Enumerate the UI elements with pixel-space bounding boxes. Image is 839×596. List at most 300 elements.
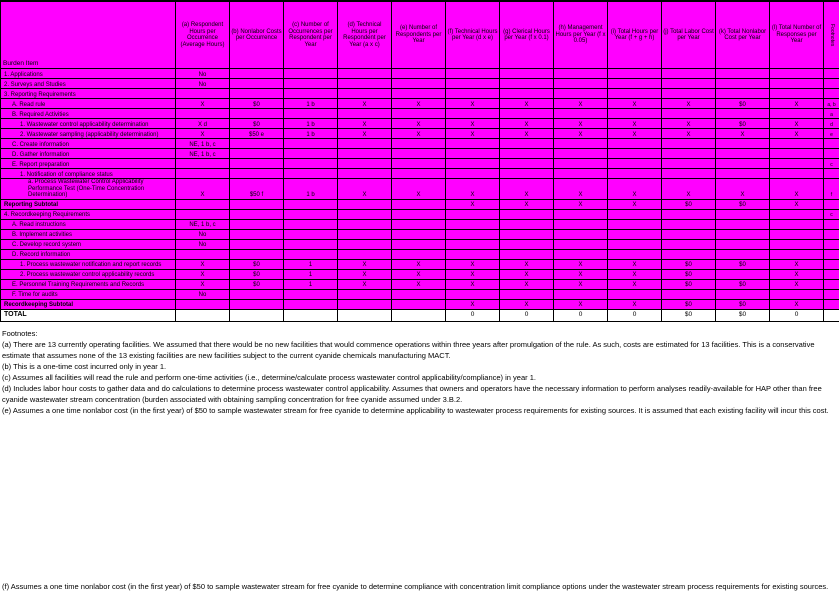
value-cell: X: [608, 199, 662, 209]
value-cell: X: [716, 129, 770, 139]
value-cell: $0: [230, 279, 284, 289]
value-cell: [662, 79, 716, 89]
value-cell: X: [554, 99, 608, 109]
value-cell: NE, 1 b, c: [176, 149, 230, 159]
value-cell: [392, 199, 446, 209]
column-header-k: (k) Total Nonlabor Cost per Year: [716, 1, 770, 69]
value-cell: [770, 239, 824, 249]
value-cell: X: [770, 179, 824, 200]
value-cell: [230, 299, 284, 309]
note-cell: [824, 219, 839, 229]
note-cell: [824, 89, 839, 99]
value-cell: X: [608, 279, 662, 289]
value-cell: 1: [284, 269, 338, 279]
value-cell: [608, 69, 662, 79]
value-cell: [662, 249, 716, 259]
value-cell: X: [770, 119, 824, 129]
value-cell: [446, 149, 500, 159]
note-cell: [824, 149, 839, 159]
value-cell: [338, 69, 392, 79]
row-label: D. Record information: [1, 249, 176, 259]
value-cell: [662, 169, 716, 179]
value-cell: X: [500, 299, 554, 309]
value-cell: [662, 69, 716, 79]
burden-item-header: Burden Item: [1, 1, 176, 69]
value-cell: [338, 229, 392, 239]
value-cell: X: [770, 99, 824, 109]
value-cell: [500, 109, 554, 119]
value-cell: [770, 79, 824, 89]
footnotes-heading: Footnotes:: [2, 328, 38, 338]
value-cell: X: [446, 199, 500, 209]
value-cell: [230, 229, 284, 239]
value-cell: [500, 139, 554, 149]
note-cell: c: [824, 159, 839, 169]
value-cell: [770, 169, 824, 179]
value-cell: X: [176, 269, 230, 279]
value-cell: X d: [176, 119, 230, 129]
column-header-c: (c) Number of Occurrences per Respondent per Year: [284, 1, 338, 69]
column-header-d: (d) Technical Hours per Respondent per Year (a x c): [338, 1, 392, 69]
value-cell: X: [338, 279, 392, 289]
value-cell: [770, 229, 824, 239]
value-cell: [716, 159, 770, 169]
row-label: F. Time for audits: [1, 289, 176, 299]
value-cell: [716, 269, 770, 279]
note-cell: a, b: [824, 99, 839, 109]
value-cell: [500, 169, 554, 179]
value-cell: No: [176, 239, 230, 249]
value-cell: $50 f: [230, 179, 284, 200]
column-header-notes: Footnotes: [824, 1, 839, 69]
value-cell: [770, 159, 824, 169]
value-cell: [230, 89, 284, 99]
value-cell: $50 e: [230, 129, 284, 139]
row-label: a. Process Wastewater Control Applicability Performance Test (One-Time Concentration Determination): [1, 179, 176, 200]
value-cell: X: [392, 179, 446, 200]
value-cell: [500, 239, 554, 249]
value-cell: X: [338, 129, 392, 139]
value-cell: [716, 79, 770, 89]
value-cell: X: [176, 99, 230, 109]
note-cell: d: [824, 119, 839, 129]
value-cell: [284, 249, 338, 259]
value-cell: [770, 149, 824, 159]
value-cell: [446, 239, 500, 249]
value-cell: X: [392, 99, 446, 109]
value-cell: No: [176, 69, 230, 79]
value-cell: X: [554, 119, 608, 129]
value-cell: [338, 289, 392, 299]
value-cell: [338, 249, 392, 259]
value-cell: X: [554, 179, 608, 200]
value-cell: X: [392, 269, 446, 279]
note-cell: [824, 199, 839, 209]
value-cell: X: [446, 259, 500, 269]
value-cell: [176, 209, 230, 219]
row-label: 1. Applications: [1, 69, 176, 79]
value-cell: [608, 139, 662, 149]
value-cell: X: [176, 259, 230, 269]
value-cell: 1 b: [284, 179, 338, 200]
value-cell: [338, 199, 392, 209]
note-cell: [824, 239, 839, 249]
value-cell: [284, 299, 338, 309]
value-cell: [554, 159, 608, 169]
column-header-b: (b) Nonlabor Costs per Occurrence: [230, 1, 284, 69]
value-cell: X: [392, 279, 446, 289]
value-cell: [446, 69, 500, 79]
value-cell: [608, 169, 662, 179]
row-label: Reporting Subtotal: [1, 199, 176, 209]
value-cell: [338, 299, 392, 309]
value-cell: [608, 89, 662, 99]
value-cell: $0: [716, 119, 770, 129]
row-label: C. Create information: [1, 139, 176, 149]
value-cell: $0: [716, 279, 770, 289]
table-row: [1, 139, 839, 149]
value-cell: [446, 229, 500, 239]
value-cell: X: [446, 299, 500, 309]
value-cell: [446, 139, 500, 149]
value-cell: [770, 139, 824, 149]
value-cell: [446, 159, 500, 169]
value-cell: [770, 289, 824, 299]
value-cell: [554, 249, 608, 259]
table-row: [1, 99, 839, 109]
value-cell: [176, 199, 230, 209]
table-row: [1, 279, 839, 289]
row-label: 4. Recordkeeping Requirements: [1, 209, 176, 219]
value-cell: [392, 69, 446, 79]
value-cell: [230, 69, 284, 79]
value-cell: X: [662, 119, 716, 129]
value-cell: X: [608, 119, 662, 129]
value-cell: [608, 79, 662, 89]
row-label: E. Report preparation: [1, 159, 176, 169]
value-cell: X: [446, 279, 500, 289]
value-cell: X: [770, 269, 824, 279]
value-cell: X: [500, 179, 554, 200]
value-cell: [284, 199, 338, 209]
value-cell: X: [500, 129, 554, 139]
note-cell: [824, 309, 839, 321]
value-cell: X: [554, 299, 608, 309]
value-cell: [230, 239, 284, 249]
value-cell: [284, 239, 338, 249]
value-cell: X: [770, 259, 824, 269]
table-row: [1, 289, 839, 299]
value-cell: [500, 69, 554, 79]
value-cell: [662, 159, 716, 169]
row-label: 2. Surveys and Studies: [1, 79, 176, 89]
column-header-h: (h) Management Hours per Year (f x 0.05): [554, 1, 608, 69]
value-cell: [716, 69, 770, 79]
row-label: Recordkeeping Subtotal: [1, 299, 176, 309]
value-cell: [500, 149, 554, 159]
value-cell: 0: [500, 309, 554, 321]
total-row: [1, 309, 839, 321]
value-cell: [500, 209, 554, 219]
value-cell: [230, 289, 284, 299]
value-cell: $0: [662, 309, 716, 321]
value-cell: [392, 219, 446, 229]
column-header-j: (j) Total Labor Cost per Year: [662, 1, 716, 69]
value-cell: [392, 239, 446, 249]
value-cell: X: [392, 259, 446, 269]
value-cell: [662, 139, 716, 149]
value-cell: [446, 169, 500, 179]
value-cell: [500, 89, 554, 99]
value-cell: [338, 139, 392, 149]
value-cell: X: [446, 99, 500, 109]
value-cell: X: [554, 269, 608, 279]
value-cell: NE, 1 b, c: [176, 139, 230, 149]
value-cell: [716, 139, 770, 149]
table-row: [1, 79, 839, 89]
row-label: 2. Process wastewater control applicability records: [1, 269, 176, 279]
value-cell: [446, 219, 500, 229]
value-cell: X: [338, 179, 392, 200]
value-cell: X: [716, 179, 770, 200]
value-cell: [608, 149, 662, 159]
value-cell: [770, 209, 824, 219]
value-cell: $0: [716, 259, 770, 269]
value-cell: [230, 159, 284, 169]
value-cell: [500, 159, 554, 169]
value-cell: [608, 289, 662, 299]
value-cell: [284, 79, 338, 89]
value-cell: 0: [770, 309, 824, 321]
note-cell: [824, 279, 839, 289]
value-cell: [554, 139, 608, 149]
column-header-g: (g) Clerical Hours per Year (f x 0.1): [500, 1, 554, 69]
value-cell: X: [662, 99, 716, 109]
value-cell: [446, 109, 500, 119]
value-cell: No: [176, 289, 230, 299]
value-cell: [284, 209, 338, 219]
row-label: B. Required Activities: [1, 109, 176, 119]
note-cell: e: [824, 129, 839, 139]
footnotes-list: [2, 339, 837, 416]
value-cell: [554, 79, 608, 89]
value-cell: [608, 209, 662, 219]
value-cell: [176, 89, 230, 99]
value-cell: 1 b: [284, 99, 338, 109]
value-cell: X: [554, 199, 608, 209]
row-label: A. Read rule: [1, 99, 176, 109]
footnote-item: (e) Assumes a one time nonlabor cost (in the first year) of $50 to sample wastewater stream for free cyanide to determine applicability to wastewater process requirements for existing sources. It is assumed that each existing facility will incur this cost.: [2, 405, 829, 415]
value-cell: [608, 249, 662, 259]
value-cell: [716, 109, 770, 119]
subtotal-row: [1, 199, 839, 209]
value-cell: 1: [284, 259, 338, 269]
value-cell: X: [500, 99, 554, 109]
value-cell: [500, 249, 554, 259]
value-cell: [284, 229, 338, 239]
value-cell: X: [500, 119, 554, 129]
value-cell: X: [608, 299, 662, 309]
value-cell: [284, 139, 338, 149]
value-cell: X: [770, 299, 824, 309]
value-cell: [500, 219, 554, 229]
value-cell: [392, 229, 446, 239]
value-cell: [554, 209, 608, 219]
row-label: E. Personnel Training Requirements and Records: [1, 279, 176, 289]
table-row: [1, 239, 839, 249]
value-cell: [338, 169, 392, 179]
value-cell: $0: [662, 269, 716, 279]
value-cell: [338, 89, 392, 99]
column-header-e: (e) Number of Respondents per Year: [392, 1, 446, 69]
value-cell: [662, 109, 716, 119]
value-cell: $0: [230, 119, 284, 129]
value-cell: [554, 109, 608, 119]
value-cell: [770, 109, 824, 119]
value-cell: X: [338, 269, 392, 279]
value-cell: [230, 149, 284, 159]
table-row: [1, 179, 839, 200]
value-cell: [176, 159, 230, 169]
footnote-item: (c) Assumes all facilities will read the rule and perform one-time activities (i.e., determine/calculate process wastewater control applicability/compliance) in year 1.: [2, 372, 536, 382]
value-cell: [662, 289, 716, 299]
note-cell: [824, 169, 839, 179]
row-label: A. Read instructions: [1, 219, 176, 229]
value-cell: [608, 109, 662, 119]
value-cell: X: [176, 279, 230, 289]
table-row: [1, 269, 839, 279]
value-cell: $0: [230, 99, 284, 109]
value-cell: [554, 289, 608, 299]
value-cell: [554, 239, 608, 249]
footnote-f-section: [0, 581, 839, 596]
table-row: [1, 249, 839, 259]
note-cell: [824, 229, 839, 239]
value-cell: [392, 209, 446, 219]
value-cell: [770, 89, 824, 99]
value-cell: X: [500, 259, 554, 269]
value-cell: No: [176, 229, 230, 239]
table-row: [1, 219, 839, 229]
value-cell: [392, 249, 446, 259]
value-cell: [392, 79, 446, 89]
value-cell: 1: [284, 279, 338, 289]
table-row: [1, 149, 839, 159]
value-cell: [176, 299, 230, 309]
value-cell: [284, 169, 338, 179]
value-cell: [662, 229, 716, 239]
value-cell: [662, 239, 716, 249]
value-cell: [176, 249, 230, 259]
footnote-item: (a) There are 13 currently operating facilities. We assumed that there would be no new facilities that would commence operations within three years after promulgation of the rule. As such, costs are estimated for 13 facilities. This is a conservative estimate that assumes none of the 13 existing facilities are new facilities subject to the current cyanide chemicals manufacturing MACT.: [2, 339, 815, 360]
column-header-a: (a) Respondent Hours per Occurrence (Average Hours): [176, 1, 230, 69]
note-cell: c: [824, 209, 839, 219]
value-cell: [446, 209, 500, 219]
value-cell: [662, 149, 716, 159]
value-cell: [230, 309, 284, 321]
value-cell: X: [608, 99, 662, 109]
value-cell: $0: [230, 259, 284, 269]
value-cell: [554, 169, 608, 179]
note-cell: [824, 139, 839, 149]
value-cell: [284, 149, 338, 159]
value-cell: [770, 69, 824, 79]
value-cell: X: [446, 269, 500, 279]
value-cell: [338, 209, 392, 219]
value-cell: X: [500, 279, 554, 289]
column-header-l: (l) Total Number of Responses per Year: [770, 1, 824, 69]
value-cell: [662, 89, 716, 99]
value-cell: [770, 219, 824, 229]
value-cell: [500, 79, 554, 89]
table-row: [1, 69, 839, 79]
value-cell: X: [338, 259, 392, 269]
value-cell: [176, 169, 230, 179]
value-cell: [608, 239, 662, 249]
value-cell: [230, 109, 284, 119]
value-cell: [608, 159, 662, 169]
value-cell: $0: [662, 199, 716, 209]
value-cell: $0: [716, 99, 770, 109]
value-cell: X: [770, 279, 824, 289]
value-cell: [338, 79, 392, 89]
value-cell: 0: [446, 309, 500, 321]
value-cell: [230, 139, 284, 149]
value-cell: X: [608, 129, 662, 139]
value-cell: 0: [608, 309, 662, 321]
value-cell: [500, 289, 554, 299]
row-label: 1. Process wastewater notification and report records: [1, 259, 176, 269]
value-cell: [284, 219, 338, 229]
spacer: [0, 416, 839, 582]
column-header-i: (i) Total Hours per Year (f + g + h): [608, 1, 662, 69]
table-row: [1, 89, 839, 99]
value-cell: X: [662, 179, 716, 200]
value-cell: [716, 89, 770, 99]
value-cell: 1 b: [284, 119, 338, 129]
value-cell: [284, 109, 338, 119]
value-cell: [554, 149, 608, 159]
value-cell: [446, 249, 500, 259]
value-cell: 0: [554, 309, 608, 321]
value-cell: [446, 79, 500, 89]
value-cell: X: [608, 179, 662, 200]
value-cell: X: [446, 129, 500, 139]
value-cell: X: [608, 269, 662, 279]
value-cell: [338, 149, 392, 159]
value-cell: [284, 159, 338, 169]
value-cell: [176, 109, 230, 119]
header-row: [1, 1, 839, 69]
note-cell: [824, 259, 839, 269]
row-label: 1. Notification of compliance status: [1, 169, 176, 179]
note-cell: [824, 289, 839, 299]
note-cell: a: [824, 109, 839, 119]
value-cell: $0: [716, 199, 770, 209]
value-cell: X: [500, 269, 554, 279]
value-cell: [230, 199, 284, 209]
value-cell: [716, 219, 770, 229]
value-cell: X: [446, 119, 500, 129]
note-cell: f: [824, 179, 839, 200]
footnote-item: (d) Includes labor hour costs to gather data and do calculations to determine process wastewater control applicability. Assumes that owners and operators have the necessary information to perform analyses readily-available for HAP other than free cyanide wastewater stream concentration (burden associated with obtaining sampling concentration for free cyanide assumed under 3.B.2.: [2, 383, 822, 404]
value-cell: [608, 229, 662, 239]
table-row: [1, 229, 839, 239]
row-label: D. Gather information: [1, 149, 176, 159]
value-cell: X: [554, 129, 608, 139]
table-row: [1, 129, 839, 139]
value-cell: $0: [662, 259, 716, 269]
